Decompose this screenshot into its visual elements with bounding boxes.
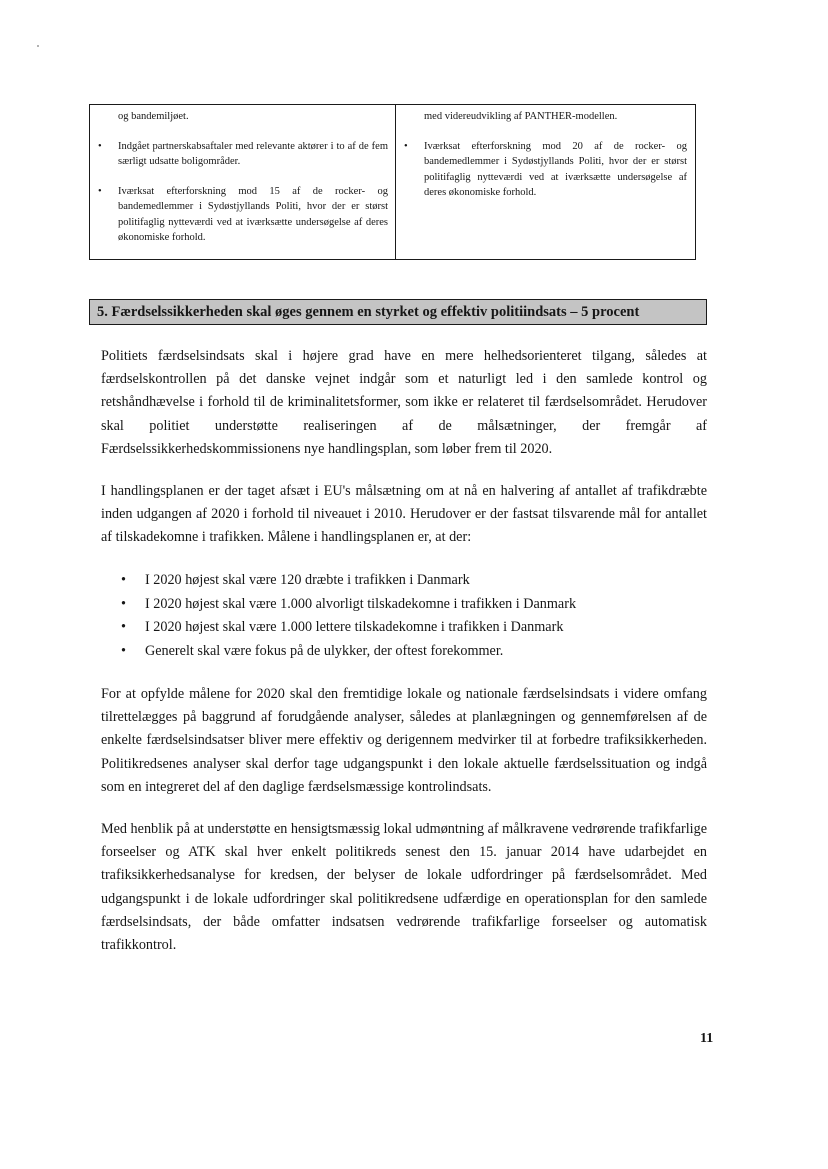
bullet-icon: • (98, 185, 102, 197)
body-paragraph: For at opfylde målene for 2020 skal den fremtidige lokale og nationale færdselsindsats i videre omfang tilrettelægges på baggrund af forudgående analyser, således at planlægningen og gennemførelsen af de enkelte færdselsindsatser bliver mere effektiv og derigennem medvirker til at forbedre trafiksikkerheden. Politikredsenes analyser skal derfor tage udgangspunkt i den lokale aktuelle færdselssituation og indgå som en integreret del af den daglige færdselsmæssige kontrolindsats. (101, 686, 707, 795)
bullet-icon: • (98, 140, 102, 152)
section-heading: 5. Færdselssikkerheden skal øges gennem en styrket og effektiv politiindsats – 5 procent (89, 299, 707, 325)
list-item-text: I 2020 højest skal være 1.000 lettere tilskadekomne i trafikken i Danmark (145, 619, 564, 635)
list-item-text: Generelt skal være fokus på de ulykker, der oftest forekommer. (145, 642, 504, 659)
page-number: 11 (700, 1031, 714, 1046)
targets-list (101, 569, 701, 663)
list-item (101, 616, 701, 640)
table-cell-continuation: med videreudvikling af PANTHER-modellen. (424, 111, 618, 122)
bullet-icon: • (121, 619, 126, 635)
bullet-icon: • (404, 140, 408, 152)
bullet-icon: • (121, 595, 126, 612)
bullet-icon: • (121, 642, 126, 659)
list-item (101, 640, 701, 664)
goals-table-right-column (396, 105, 695, 259)
list-item (101, 593, 701, 617)
body-paragraph: I handlingsplanen er der taget afsæt i EU's målsætning om at nå en halvering af antallet af trafikdræbte inden udgangen af 2020 i forhold til niveauet i 2010. Herudover er der fastsat tilsvarende mål for antallet af tilskadekomne i trafikken. Målene i handlingsplanen er, at der: (101, 483, 707, 546)
list-item-text: I 2020 højest skal være 1.000 alvorligt tilskadekomne i trafikken i Danmark (145, 595, 577, 612)
table-list-item-text: Iværksat efterforskning mod 15 af de rocker- og bandemedlemmer i Sydøstjyllands Politi, hvor der er størst politifaglig nytteværdi ved at iværksætte undersøgelse af deres økonomiske forhold. (118, 185, 388, 243)
table-list-item-text: Indgået partnerskabsaftaler med relevante aktører i to af de fem særligt udsatte boligområder. (118, 140, 388, 167)
list-item (101, 569, 701, 593)
scan-speck (37, 45, 39, 47)
bullet-icon: • (121, 572, 126, 588)
list-item-text: I 2020 højest skal være 120 dræbte i trafikken i Danmark (145, 572, 470, 588)
table-cell-continuation: og bandemiljøet. (118, 111, 189, 122)
goals-table (89, 104, 696, 260)
table-list-item-text: Iværksat efterforskning mod 20 af de rocker- og bandemedlemmer i Sydøstjyllands Politi, hvor der er størst politifaglig nytteværdi ved at iværksætte undersøgelse af deres økonomiske forhold. (424, 140, 687, 198)
table-list-item (98, 139, 388, 170)
goals-table-left-column (90, 105, 396, 259)
body-paragraph: Politiets færdselsindsats skal i højere grad have en mere helhedsorienteret tilgang, således at færdselskontrollen på det danske vejnet indgår som et naturligt led i den samlede kontrol og retshåndhævelse i forhold til de kriminalitetsformer, som ikke er relateret til færdselsområdet. Herudover skal politiet understøtte realiseringen af de målsætninger, der fremgår af Færdselssikkerhedskommissionens nye handlingsplan, som løber frem til 2020. (101, 348, 707, 457)
body-paragraph: Med henblik på at understøtte en hensigtsmæssig lokal udmøntning af målkravene vedrørende trafikfarlige forseelser og ATK skal hver enkelt politikreds senest den 15. januar 2014 have udarbejdet en trafiksikkerhedsanalyse for kredsen, der belyser de lokale udfordringer på færdselsområdet. Med udgangspunkt i de lokale udfordringer skal politikredsene udfærdige en operationsplan for den samlede færdselsindsats, der både omfatter indsatsen vedrørende trafikfarlige forseelser og automatisk trafikkontrol. (101, 821, 707, 954)
table-list-item (404, 139, 687, 201)
table-list-item (98, 184, 388, 246)
